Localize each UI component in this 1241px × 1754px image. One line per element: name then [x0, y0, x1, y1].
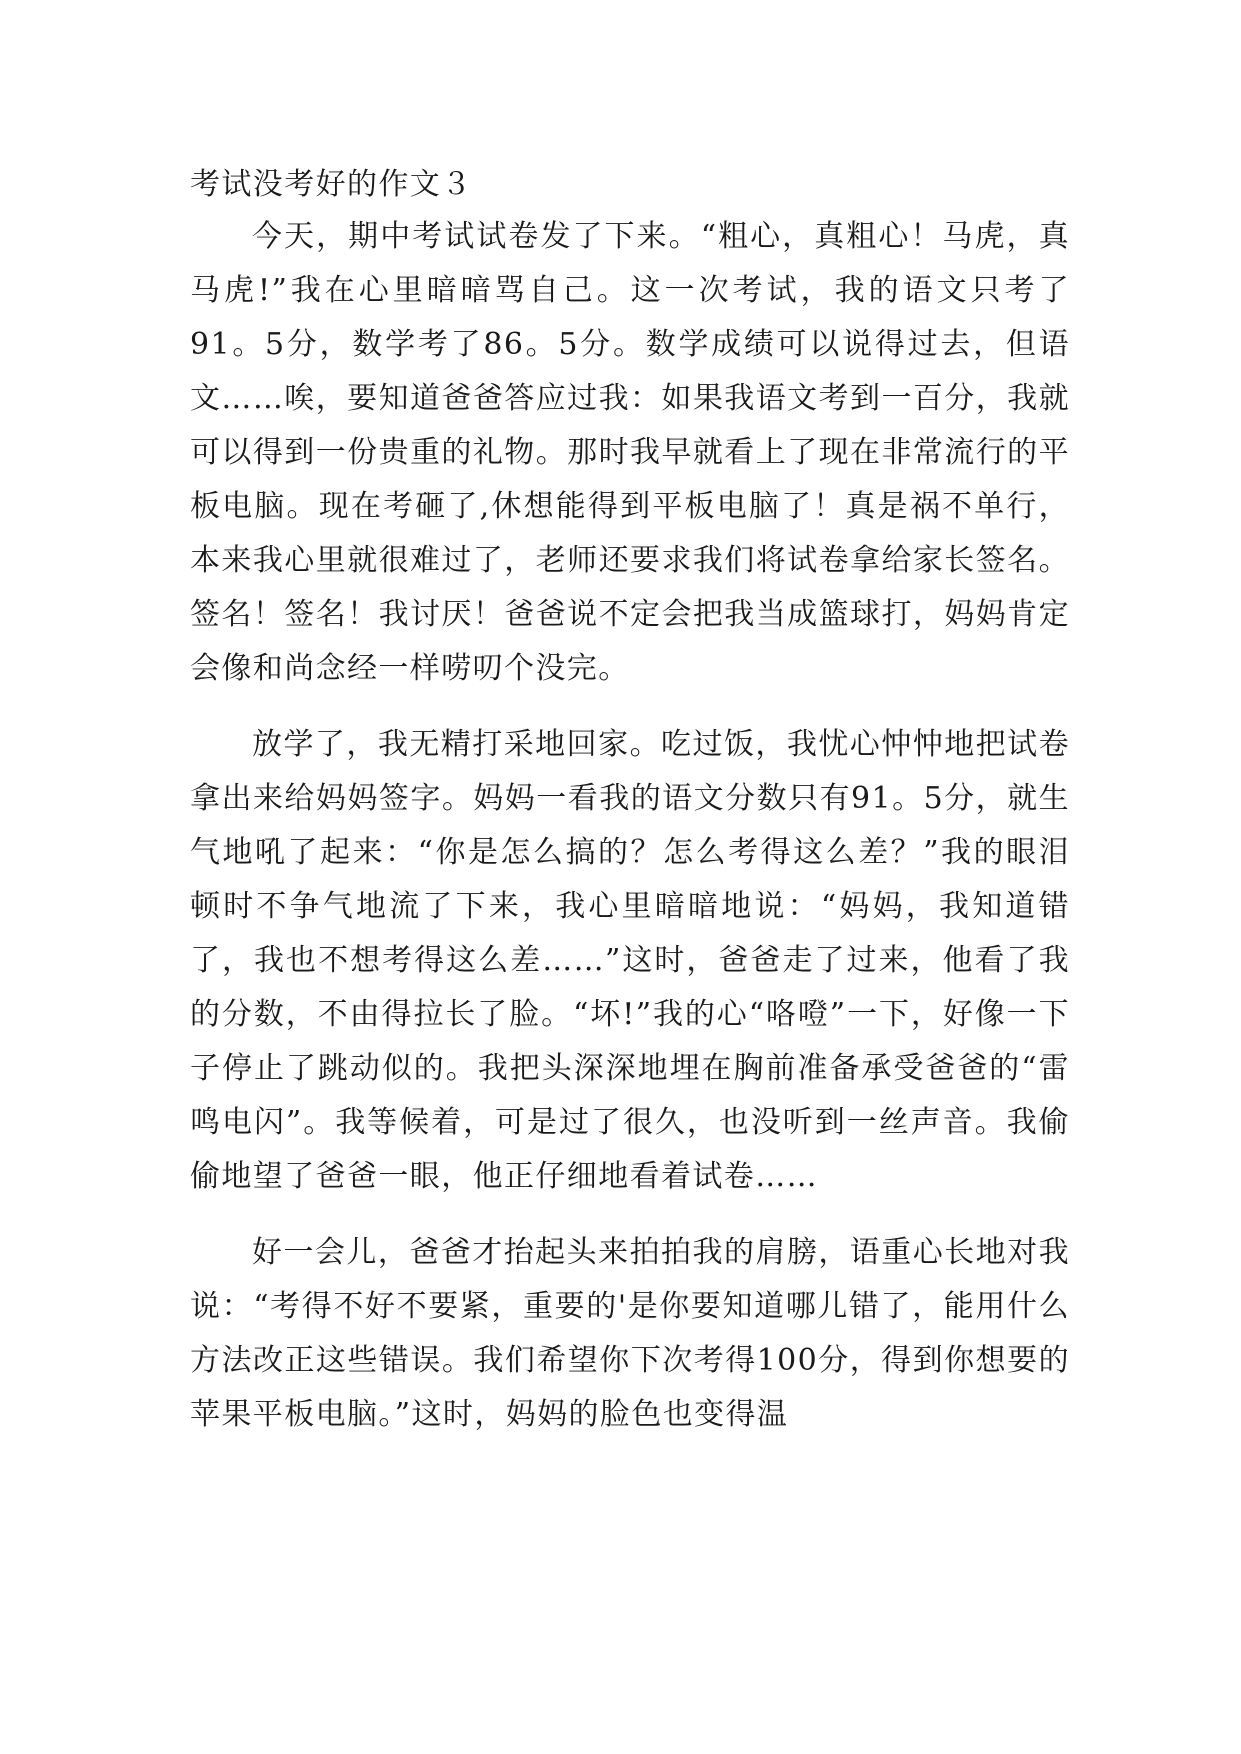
paragraph-2: 放学了，我无精打采地回家。吃过饭，我忧心忡忡地把试卷拿出来给妈妈签字。妈妈一看我的语文分数只有91。5分，就生气地吼了起来：“你是怎么搞的？怎么考得这么差？”我的眼泪顿时不争气地流了下来，我心里暗暗地说：“妈妈，我知道错了，我也不想考得这么差……”这时，爸爸走了过来，他看了我的分数，不由得拉长了脸。“坏!”我的心“咯噔”一下，好像一下子停止了跳动似的。我把头深深地埋在胸前准备承受爸爸的“雷鸣电闪”。我等候着，可是过了很久，也没听到一丝声音。我偷偷地望了爸爸一眼，他正仔细地看着试卷…… — [190, 727, 1070, 1194]
document-title: 考试没考好的作文３ — [190, 167, 473, 202]
paragraph-1: 今天，期中考试试卷发了下来。“粗心，真粗心！马虎，真马虎!”我在心里暗暗骂自己。这一次考试，我的语文只考了91。5分，数学考了86。5分。数学成绩可以说得过去，但语文……唉，要知道爸爸答应过我：如果我语文考到一百分，我就可以得到一份贵重的礼物。那时我早就看上了现在非常流行的平板电脑。现在考砸了,休想能得到平板电脑了！真是祸不单行，本来我心里就很难过了，老师还要求我们将试卷拿给家长签名。签名！签名！我讨厌！爸爸说不定会把我当成篮球打，妈妈肯定会像和尚念经一样唠叨个没完。 — [190, 219, 1070, 686]
paragraph-3: 好一会儿，爸爸才抬起头来拍拍我的肩膀，语重心长地对我说：“考得不好不要紧，重要的'是你要知道哪儿错了，能用什么方法改正这些错误。我们希望你下次考得100分，得到你想要的苹果平板电脑。”这时，妈妈的脸色也变得温 — [190, 1235, 1070, 1432]
document-body — [190, 158, 1070, 1442]
